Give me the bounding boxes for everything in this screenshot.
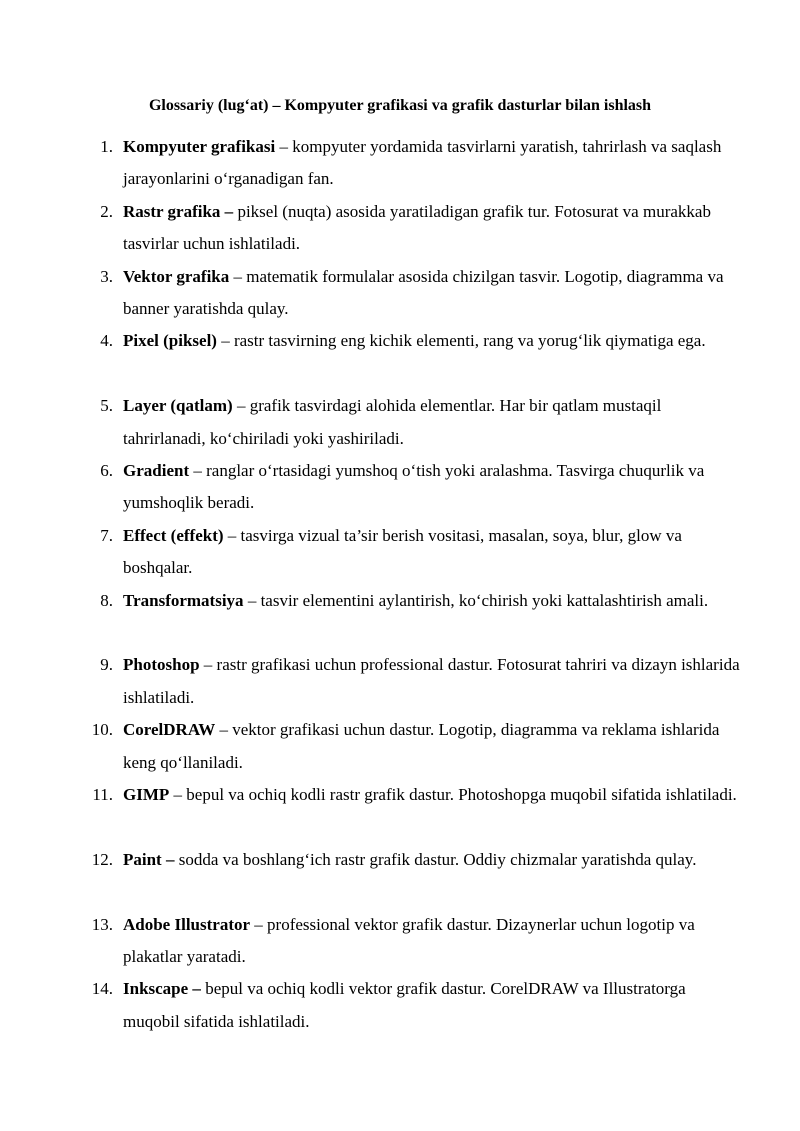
entry-number: 4.	[100, 331, 113, 351]
entry-definition: – kompyuter yordamida tasvirlarni yaratish, tahrirlash va saqlash jarayonlarini o‘rganadigan fan.	[123, 137, 722, 189]
entry-term: Kompyuter grafikasi	[123, 137, 276, 156]
entry-definition: bepul va ochiq kodli vektor grafik dastur. CorelDRAW va Illustratorga muqobil sifatida ishlatiladi.	[123, 979, 686, 1031]
entry-number: 3.	[100, 266, 113, 286]
entry-number: 5.	[100, 396, 113, 416]
glossary-entry	[0, 585, 740, 650]
entry-definition: – rastr tasvirning eng kichik elementi, rang va yorug‘lik qiymatiga ega.	[216, 331, 706, 351]
entry-term: Rastr grafika –	[123, 201, 234, 221]
entry-definition: – bepul va ochiq kodli rastr grafik dastur. Photoshopga muqobil sifatida ishlatiladi.	[169, 784, 737, 804]
entry-number: 7.	[100, 525, 113, 545]
entry-term: Layer (qatlam)	[123, 396, 233, 416]
entry-term: Inkscape –	[123, 979, 201, 999]
glossary-entry	[0, 455, 740, 520]
entry-definition: – tasvirga vizual ta’sir berish vositasi, masalan, soya, blur, glow va boshqalar.	[123, 525, 682, 578]
glossary-entry	[0, 520, 740, 585]
page-title: Glossariy (lug‘at) – Kompyuter grafikasi va grafik dasturlar bilan ishlash	[148, 97, 652, 114]
glossary-entry	[0, 390, 740, 455]
entry-number: 14.	[91, 979, 113, 999]
glossary-entry	[0, 844, 740, 909]
entry-definition: – matematik formulalar asosida chizilgan tasvir. Logotip, diagramma va banner yaratishda qulay.	[123, 266, 724, 318]
entry-number: 11.	[92, 784, 113, 804]
entry-number: 12.	[91, 849, 113, 869]
entry-definition: – ranglar o‘rtasidagi yumshoq o‘tish yoki aralashma. Tasvirga chuqurlik va yumshoqlik beradi.	[123, 460, 705, 513]
entry-term: Effect (effekt)	[123, 525, 224, 545]
glossary-entry	[0, 196, 740, 261]
entry-number: 9.	[100, 655, 113, 675]
entry-definition: – professional vektor grafik dastur. Dizaynerlar uchun logotip va plakatlar yaratadi.	[123, 914, 695, 966]
glossary-entry	[0, 973, 740, 1038]
entry-term: Photoshop	[123, 655, 200, 675]
entry-definition: – vektor grafikasi uchun dastur. Logotip, diagramma va reklama ishlarida keng qo‘llaniladi.	[123, 720, 720, 772]
glossary-entry	[0, 649, 740, 714]
entry-term: Transformatsiya	[123, 590, 244, 610]
entry-number: 13.	[91, 914, 113, 934]
glossary-entry	[0, 261, 740, 326]
entry-number: 6.	[100, 460, 113, 480]
entry-number: 8.	[100, 590, 113, 610]
glossary-entry	[0, 714, 740, 779]
entry-term: GIMP	[123, 784, 170, 804]
entry-term: Vektor grafika	[123, 266, 230, 286]
entry-number: 10.	[91, 720, 113, 740]
entry-term: Paint –	[123, 849, 175, 869]
entry-term: Gradient	[123, 460, 190, 480]
glossary-entry	[0, 909, 740, 974]
glossary-entry	[0, 131, 740, 196]
entry-definition: – grafik tasvirdagi alohida elementlar. Har bir qatlam mustaqil tahrirlanadi, ko‘chiriladi yoki yashiriladi.	[123, 396, 662, 448]
glossary-entry	[0, 325, 740, 390]
entry-term: Adobe Illustrator	[123, 914, 251, 934]
entry-definition: – rastr grafikasi uchun professional dastur. Fotosurat tahriri va dizayn ishlarida ishlatiladi.	[123, 655, 740, 707]
entry-definition: – tasvir elementini aylantirish, ko‘chirish yoki kattalashtirish amali.	[243, 590, 709, 610]
glossary-entry	[0, 779, 740, 844]
entry-term: Pixel (piksel)	[123, 331, 217, 351]
entry-definition: piksel (nuqta) asosida yaratiladigan grafik tur. Fotosurat va murakkab tasvirlar uchun ishlatiladi.	[123, 201, 711, 254]
entry-definition: sodda va boshlang‘ich rastr grafik dastur. Oddiy chizmalar yaratishda qulay.	[174, 849, 697, 869]
entry-number: 1.	[100, 137, 113, 156]
entry-number: 2.	[100, 201, 113, 221]
entry-term: CorelDRAW	[123, 720, 216, 740]
glossary-list	[0, 131, 800, 1038]
